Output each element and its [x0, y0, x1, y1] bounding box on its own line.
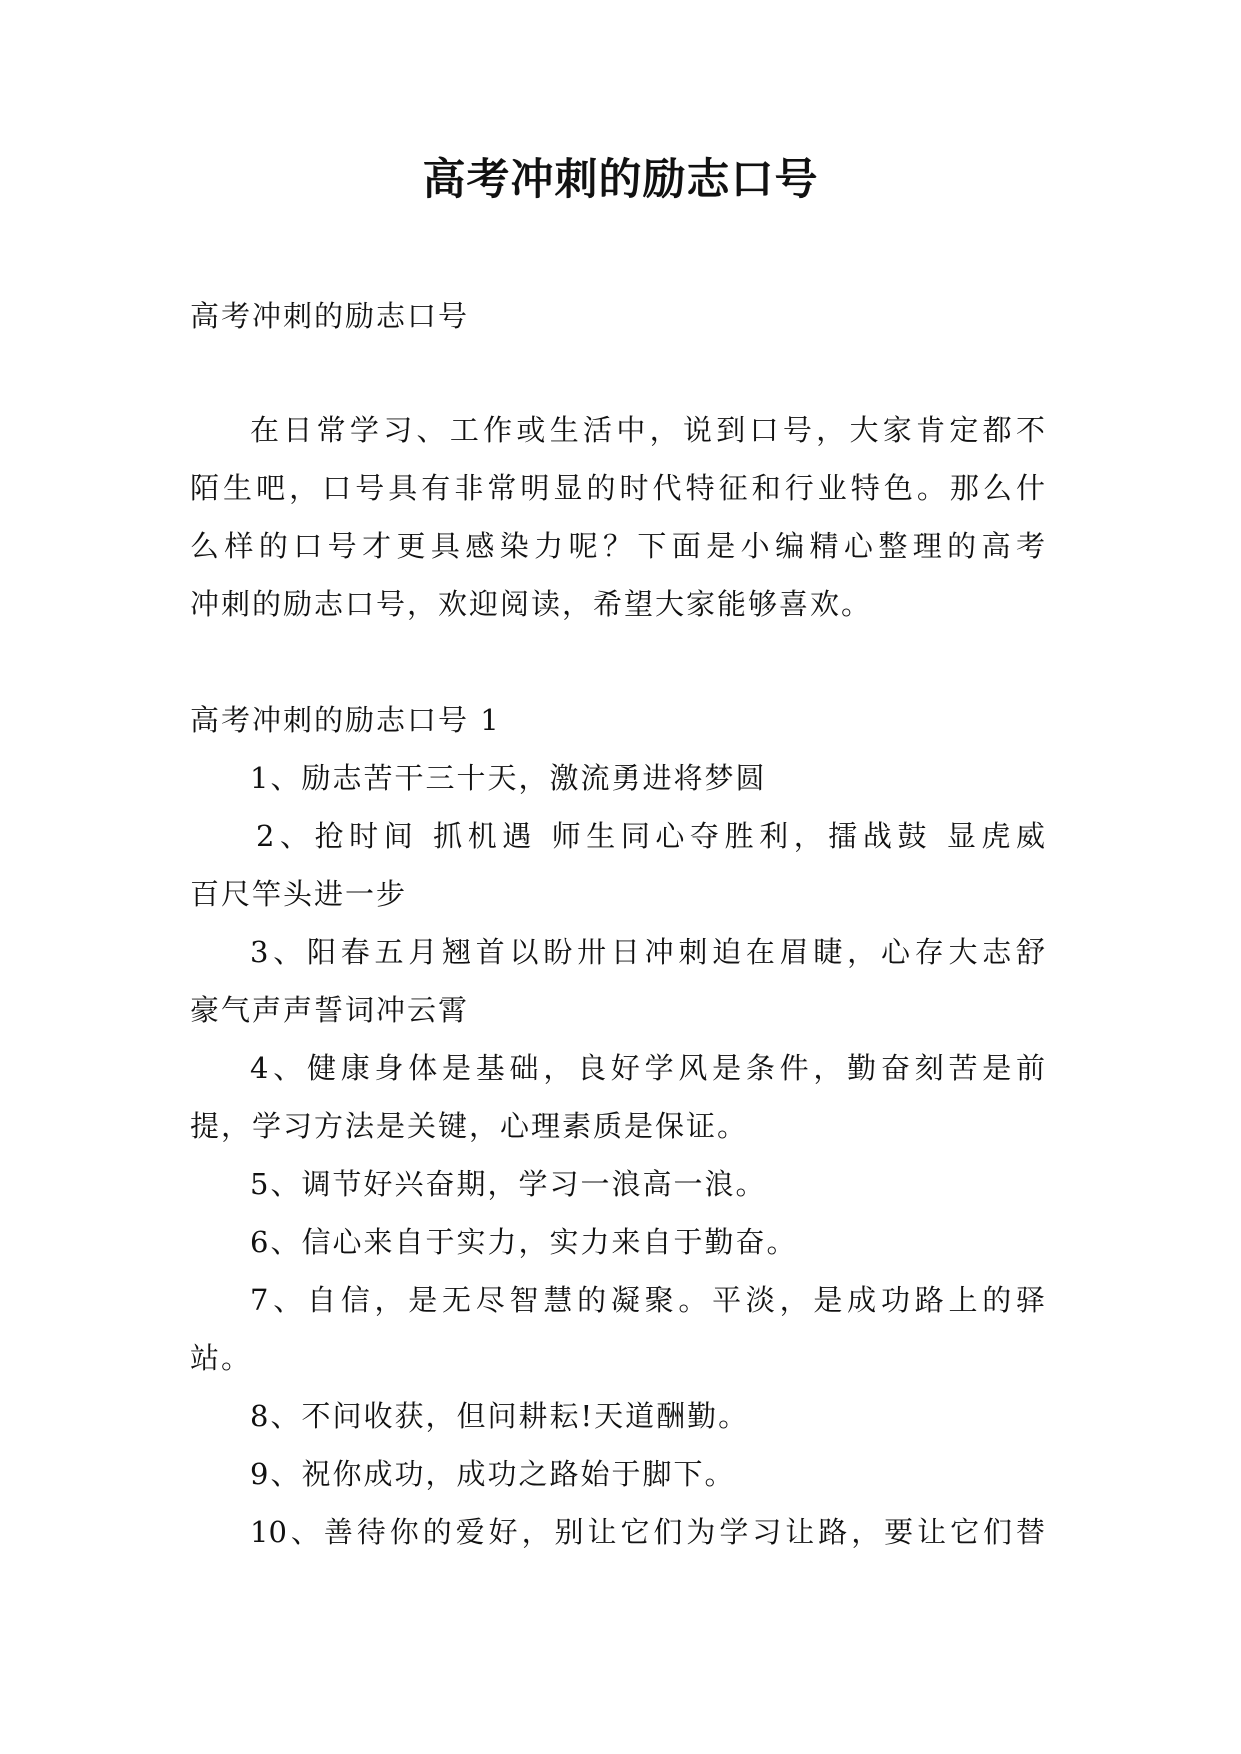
list-item: 6、信心来自于实力，实力来自于勤奋。: [250, 1225, 798, 1259]
list-item: 2、抢时间 抓机遇 师生同心夺胜利，擂战鼓 显虎威: [256, 819, 1045, 853]
subtitle: 高考冲刺的励志口号: [190, 299, 470, 333]
list-item: 3、阳春五月翘首以盼卅日冲刺迫在眉睫，心存大志舒: [250, 935, 1045, 969]
section-heading: 高考冲刺的励志口号 1: [190, 703, 501, 737]
list-item: 提，学习方法是关键，心理素质是保证。: [190, 1109, 749, 1143]
list-item: 8、不问收获，但问耕耘!天道酬勤。: [250, 1399, 750, 1433]
intro-line: 陌生吧，口号具有非常明显的时代特征和行业特色。那么什: [190, 471, 1045, 505]
list-item: 豪气声声誓词冲云霄: [190, 993, 470, 1027]
list-item: 站。: [190, 1341, 253, 1375]
intro-line: 冲刺的励志口号，欢迎阅读，希望大家能够喜欢。: [190, 587, 873, 621]
intro-line: 么样的口号才更具感染力呢？下面是小编精心整理的高考: [190, 529, 1045, 563]
list-item: 4、健康身体是基础，良好学风是条件，勤奋刻苦是前: [250, 1051, 1045, 1085]
list-item: 10、善待你的爱好，别让它们为学习让路，要让它们替: [250, 1515, 1045, 1549]
list-item: 7、自信，是无尽智慧的凝聚。平淡，是成功路上的驿: [250, 1283, 1045, 1317]
list-item: 1、励志苦干三十天，激流勇进将梦圆: [250, 761, 767, 795]
intro-line: 在日常学习、工作或生活中，说到口号，大家肯定都不: [250, 413, 1045, 447]
list-item: 9、祝你成功，成功之路始于脚下。: [250, 1457, 736, 1491]
list-item: 5、调节好兴奋期，学习一浪高一浪。: [250, 1167, 767, 1201]
document-title: 高考冲刺的励志口号: [422, 155, 819, 205]
list-item: 百尺竿头进一步: [190, 877, 408, 911]
